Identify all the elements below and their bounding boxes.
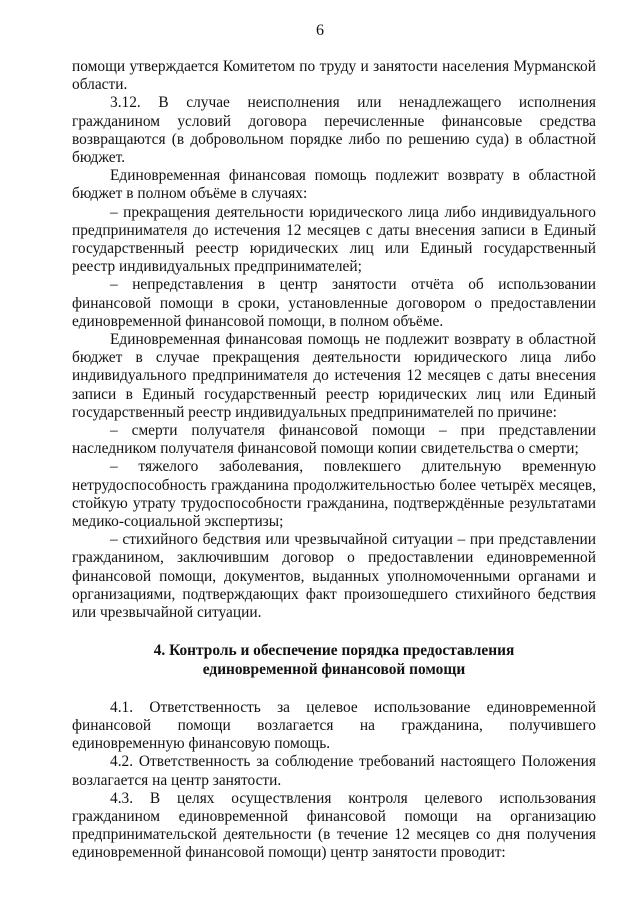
paragraph-4-2: 4.2. Ответственность за соблюдение требований настоящего Положения возлагается на центр занятости. [72,753,596,789]
section-heading-line-1: 4. Контроль и обеспечение порядка предоставления [153,642,515,660]
paragraph-4-1: 4.1. Ответственность за целевое использование единовременной финансовой помощи возлагается на гражданина, получившего единовременную финансовую помощь. [72,698,596,753]
paragraph-return-intro: Единовременная финансовая помощь подлежит возврату в областной бюджет в полном объёме в случаях: [72,167,596,203]
paragraph-return-case-2: – непредставления в центр занятости отчёта об использовании финансовой помощи в сроки, установленные договором о предоставлении единовременной финансовой помощи, в полном объёме. [72,276,596,330]
paragraph-no-return-intro: Единовременная финансовая помощь не подлежит возврату в областной бюджет в случае прекращения деятельности юридического лица либо индивидуального предпринимателя до истечения 12 месяцев с даты внесения записи в Единый государственный реестр юридических лиц или Единый государственный реестр индивидуальных предпринимателей по причине: [72,331,596,421]
paragraph-3-12: 3.12. В случае неисполнения или ненадлежащего исполнения гражданином условий договора перечисленные финансовые средства возвращаются (в добровольном порядке либо по решению суда) в областной бюджет. [72,94,596,167]
document-body [72,58,596,863]
paragraph-no-return-case-1: – смерти получателя финансовой помощи – при представлении наследником получателя финансовой помощи копии свидетельства о смерти; [72,422,596,458]
paragraph-continuation: помощи утверждается Комитетом по труду и занятости населения Мурманской области. [72,58,596,94]
paragraph-4-3: 4.3. В целях осуществления контроля целевого использования гражданином единовременной финансовой помощи на организацию предпринимательской деятельности (в течение 12 месяцев со дня получения единовременной финансовой помощи) центр занятости проводит: [72,789,596,862]
section-heading [72,642,596,678]
section-heading-line-2: единовременной финансовой помощи [202,660,466,678]
paragraph-no-return-case-3: – стихийного бедствия или чрезвычайной ситуации – при представлении гражданином, заключившим договор о предоставлении единовременной финансовой помощи, документов, выданных уполномоченными органами и организациями, подтверждающих факт произошедшего стихийного бедствия или чрезвычайной ситуации. [72,531,596,622]
page-number: 6 [316,22,324,39]
section-3-paragraphs [72,58,596,622]
paragraph-return-case-1: – прекращения деятельности юридического лица либо индивидуального предпринимателя до истечения 12 месяцев с даты внесения записи в Единый государственный реестр юридических лиц или Единый государственный реестр индивидуальных предпринимателей; [72,203,596,276]
section-4-paragraphs [72,699,596,863]
paragraph-no-return-case-2: – тяжелого заболевания, повлекшего длительную временную нетрудоспособность гражданина продолжительностью более четырёх месяцев, стойкую утрату трудоспособности гражданина, подтверждённые результатами медико-социальной экспертизы; [72,458,596,531]
